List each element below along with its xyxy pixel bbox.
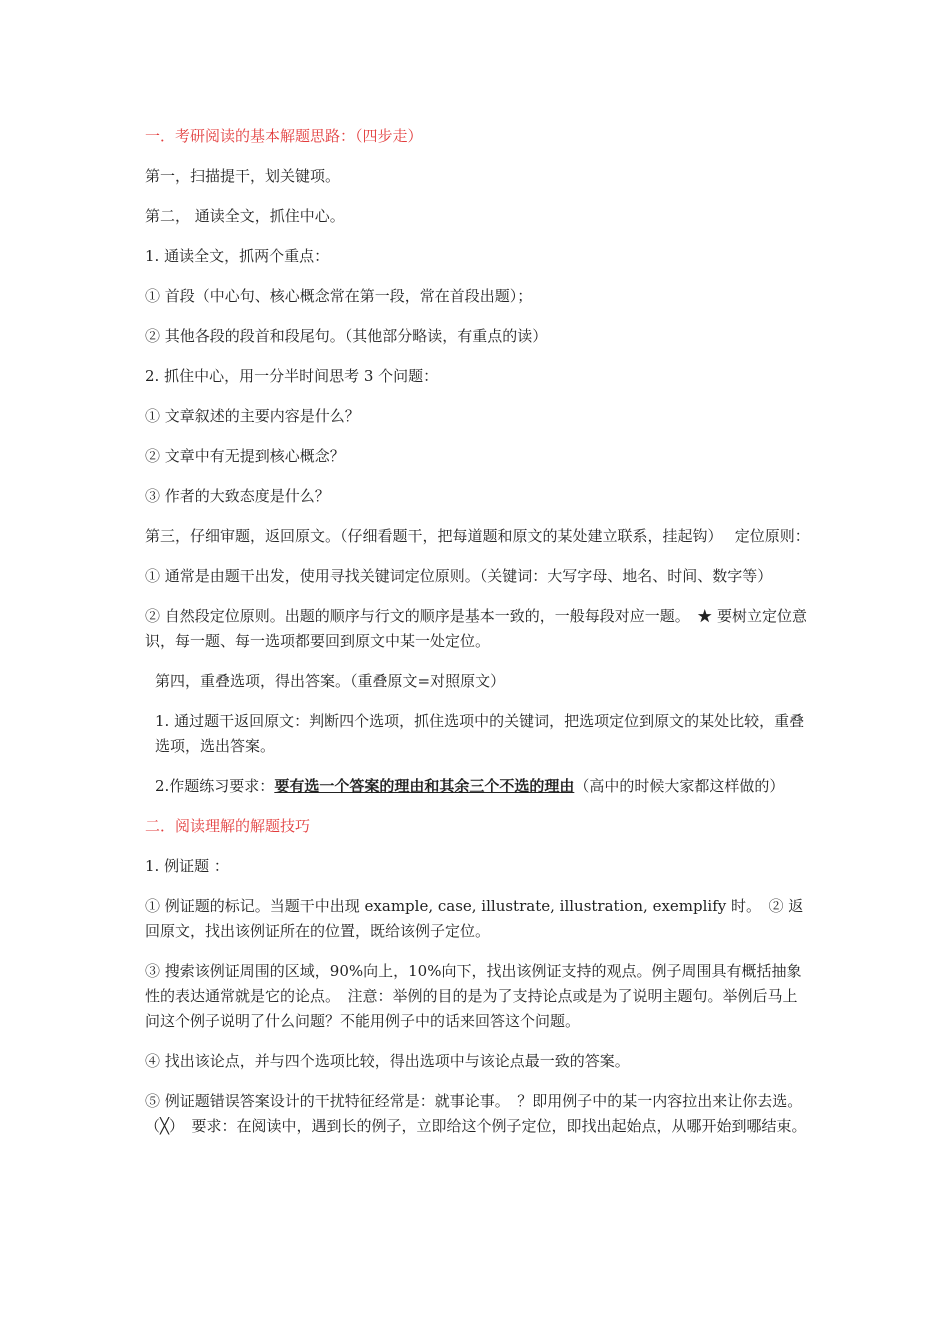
step2-item2-a: ① 文章叙述的主要内容是什么？ [145,407,360,425]
step1-text: 第一，扫描提干，划关键项。 [145,167,341,185]
step2-text: 第二， 通读全文，抓住中心。 [145,207,345,225]
example-question-title: 1. 例证题 ： [145,857,229,875]
step2-item1-title: 1. 通读全文，抓两个重点： [145,247,330,265]
example-question-e: ⑤ 例证题错误答案设计的干扰特征经常是：就事论事。 ？即用例子中的某一内容拉出来让你去选。（╳） 要求：在阅读中，遇到长的例子，立即给这个例子定位，即找出起始点，从哪开始到哪结束。 [145,1092,807,1135]
step2-item1-b: ② 其他各段的段首和段尾句。（其他部分略读，有重点的读） [145,327,548,345]
example-question-a: ① 例证题的标记。当题干中出现 example, case, illustrate, illustration, exemplify 时。 ② 返回原文，找出该例证所在的位置，既给该例子定位。 [145,897,804,940]
step2-item2-c: ③ 作者的大致态度是什么？ [145,487,330,505]
step4-item1: 1. 通过题干返回原文：判断四个选项，抓住选项中的关键词，把选项定位到原文的某处比较，重叠选项，选出答案。 [155,712,805,755]
document-body [145,124,810,1154]
step2-item1-a: ① 首段（中心句、核心概念常在第一段，常在首段出题）； [145,287,533,305]
section2-heading: 二．阅读理解的解题技巧 [145,817,311,835]
example-question-d: ④ 找出该论点，并与四个选项比较，得出选项中与该论点最一致的答案。 [145,1052,630,1070]
step4-item2 [145,774,810,799]
section1-heading: 一．考研阅读的基本解题思路：（四步走） [145,127,423,145]
step2-item2-title: 2. 抓住中心，用一分半时间思考 3 个问题： [145,367,439,385]
step4-item2-emphasis: 要有选一个答案的理由和其余三个不选的理由 [274,777,575,795]
example-question-c: ③ 搜索该例证周围的区域，90%向上，10%向下，找出该例证支持的观点。例子周围具有概括抽象性的表达通常就是它的论点。 注意：举例的目的是为了支持论点或是为了说明主题句。举例后马上问这个例子说明了什么问题？不能用例子中的话来回答这个问题。 [145,962,802,1030]
step3-item-a: ① 通常是由题干出发，使用寻找关键词定位原则。（关键词：大写字母、地名、时间、数字等） [145,567,773,585]
step4-text: 第四，重叠选项，得出答案。（重叠原文=对照原文） [155,672,506,690]
step4-item2-suffix: （高中的时候大家都这样做的） [574,777,785,795]
step2-item2-b: ② 文章中有无提到核心概念？ [145,447,345,465]
step4-item2-prefix: 2.作题练习要求： [155,777,275,795]
step3-text: 第三，仔细审题，返回原文。（仔细看题干，把每道题和原文的某处建立联系，挂起钩） 定位原则： [145,527,810,545]
step3-item-b: ② 自然段定位原则。出题的顺序与行文的顺序是基本一致的，一般每段对应一题。 ★ 要树立定位意识，每一题、每一选项都要回到原文中某一处定位。 [145,607,808,650]
